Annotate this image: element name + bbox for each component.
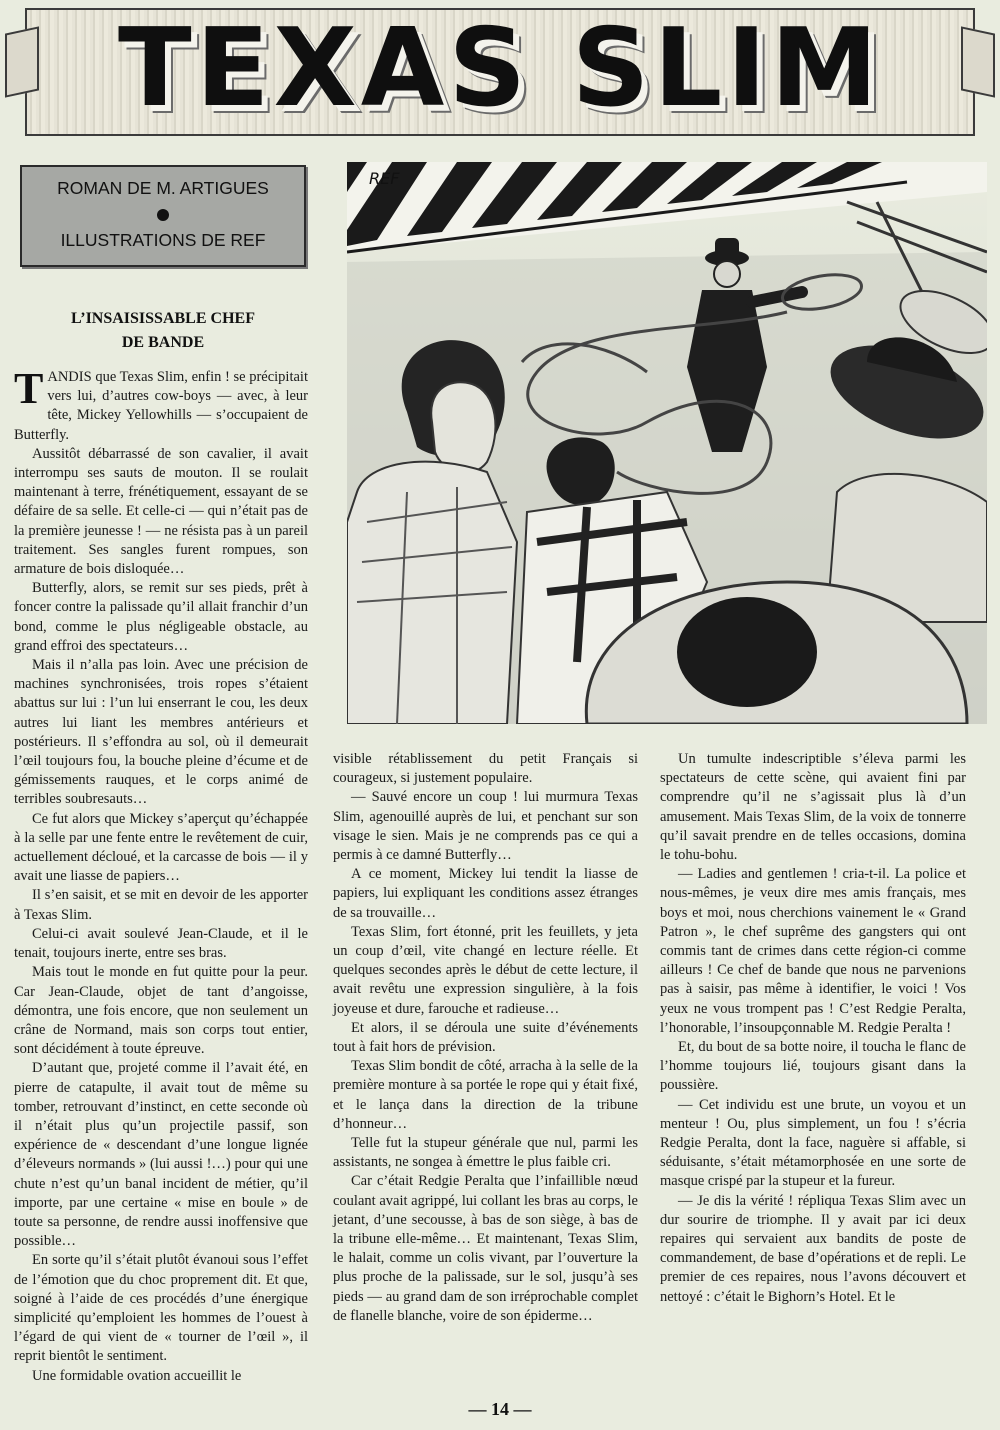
artist-signature: REF — [369, 169, 400, 188]
chapter-heading-line1: L’INSAISISSABLE CHEF — [71, 310, 255, 327]
article-column-3 — [660, 750, 966, 1307]
author-credit: ROMAN DE M. ARTIGUES — [57, 178, 269, 198]
chapter-heading — [20, 307, 306, 355]
paragraph: Butterfly, alors, se remit sur ses pieds, prêt à foncer contre la palissade qu’il allait franchir d’un bond, comme le plus négligeable obstacle, au grand effroi des spectateurs… — [14, 580, 308, 654]
title-banner — [25, 8, 975, 136]
paragraph: Telle fut la stupeur générale que nul, parmi les assistants, ne songea à émettre le plus faible cri. — [333, 1135, 638, 1171]
paragraph: Aussitôt débarrassé de son cavalier, il avait interrompu ses sauts de mouton. Il se roulait maintenant à terre, frénétiquement, essayant de se défaire de sa selle. Et celle-ci — qui n’était pas de la première jeunesse ! — ne résista pas à un pareil traitement. Ses sangles furent rompues, son armature de bois disloquée… — [14, 445, 308, 578]
paragraph: Texas Slim, fort étonné, prit les feuillets, y jeta un coup d’œil, vite changé en lecture réelle. Et quelques secondes après le début de cette lecture, il avait revêtu une expression singulière, à la fois joyeuse et dure, farouche et radieuse… — [333, 923, 638, 1017]
paragraph: Une formidable ovation accueillit le — [32, 1367, 242, 1384]
paragraph: Et, du bout de sa botte noire, il toucha le flanc de l’homme toujours lié, toujours gisant dans la poussière. — [660, 1039, 966, 1094]
paragraph: Texas Slim bondit de côté, arracha à la selle de la première monture à sa portée le rope qui y était fixé, et le lança dans la direction de la tribune d’honneur… — [333, 1058, 638, 1132]
paragraph: visible rétablissement du petit Français si courageux, si justement populaire. — [333, 751, 638, 787]
article-column-2 — [333, 750, 638, 1326]
paragraph: Ce fut alors que Mickey s’aperçut qu’échappée à la selle par une fente entre le revêtement de cuir, actuellement décloué, et la carcasse de bois — il y avait une liasse de papiers… — [14, 810, 308, 885]
bullet-separator — [157, 209, 169, 221]
paragraph: Mais il n’alla pas loin. Avec une précision de machines synchronisées, trois ropes s’étaient abattus sur lui : l’un lui enserrant le cou, les deux autres lui liant les membres antérieurs et postérieurs. Il s’effondra au sol, où il demeurait l’œil toujours fou, la bouche pleine d’écume et de gémissements rauques, et le corps animé de terribles soubresauts… — [14, 657, 308, 808]
paragraph: A ce moment, Mickey lui tendit la liasse de papiers, lui expliquant les conditions assez étranges de sa trouvaille… — [333, 866, 638, 921]
rodeo-illustration — [347, 162, 987, 724]
paragraph: Et alors, il se déroula une suite d’événements tout à fait hors de prévision. — [333, 1019, 638, 1056]
paragraph: Car c’était Redgie Peralta que l’infaillible nœud coulant avait agrippé, lui collant les bras au corps, le jetant, d’une secousse, à bas de son siège, à bas de la tribune elle-même… Et maintenant, Texas Slim, le halait, comme un colis vivant, par l’ouverture la plus proche de la palissade, sur le sol, jusqu’à ses pieds — au grand dam de son irréprochable complet de flanelle blanche, voire de son épiderme… — [333, 1173, 638, 1324]
paragraph: Mais tout le monde en fut quitte pour la peur. Car Jean-Claude, objet de tant d’angoisse, démontra, une fois encore, que non seulement un crâne de Normand, mais son corps tout entier, sont décidément à toute épreuve. — [14, 964, 308, 1058]
paragraph: — Ladies and gentlemen ! cria-t-il. La police et nous-mêmes, je veux dire mes amis français, mes boys et moi, nous cherchions vainement le « Grand Patron », le chef suprême des gangsters qui ont commis tant de crimes dans cette région-ci comme ailleurs ! Ce chef de bande que nous ne parvenions pas à saisir, pas même à identifier, le voici ! Vos yeux ne vous trompent pas ! C’est Redgie Peralta, l’honorable, l’insoupçonnable M. Redgie Peralta ! — [660, 866, 966, 1036]
chapter-heading-line2: DE BANDE — [121, 334, 205, 351]
paragraph: — Cet individu est une brute, un voyou et un menteur ! Ou, plus simplement, un fou ! s’écria Redgie Peralta, dont la face, naguère si affable, si séduisante, s’était métamorphosée en une sorte de masque crispé par la stupeur et la fureur. — [660, 1096, 966, 1190]
paragraph — [14, 364, 308, 445]
drop-cap: T — [14, 364, 44, 413]
paragraph: Un tumulte indescriptible s’éleva parmi les spectateurs de cette scène, qui avaient fini par comprendre qu’il ne s’agissait plus là d’un amusement. Mais Texas Slim, de la voix de tonnerre qu’il savait prendre en de telles occasions, domina le tohu-bohu. — [660, 751, 966, 864]
paragraph: En sorte qu’il s’était plutôt évanoui sous l’effet de l’émotion que du choc proprement dit. Et que, soigné à l’aide de ces procédés d’une énergique simplicité qu’emploient les hommes de l’ouest à l’égard de qui vient de « tourner de l’œil », il reprit bientôt le sentiment. — [14, 1252, 308, 1365]
credits-box — [20, 165, 306, 267]
paragraph: D’autant que, projeté comme il l’avait été, en pierre de catapulte, il avait tout de même su tomber, retrouvant d’instinct, en cette seconde où il n’était plus qu’un projectile passif, son expérience de « descendant d’une longue lignée d’éleveurs normands » (lui aussi !…) pour qui une chute n’est qu’un banal incident de métier, qu’il importe, par une certaine « mise en boule » de toute sa personne, de rendre aussi inoffensive que possible… — [14, 1060, 308, 1250]
page-title: TEXAS SLIM — [118, 6, 882, 131]
illustrator-credit: ILLUSTRATIONS DE REF — [60, 230, 266, 250]
paragraph: — Sauvé encore un coup ! lui murmura Texas Slim, agenouillé auprès de lui, et penchant sur son visage le sien. Mais je ne comprends pas ce qui a permis à ce damné Butterfly… — [333, 789, 638, 864]
paragraph: — Je dis la vérité ! répliqua Texas Slim avec un dur sourire de triomphe. Il y avait par ici deux repaires qui servaient aux bandits de poste de commandement, de base d’opérations et de repli. Le premier de ces repaires, nous l’avons découvert et nettoyé : c’était le Bighorn’s Hotel. Et le — [660, 1192, 966, 1305]
page-number: — 14 — — [468, 1399, 532, 1419]
paragraph-text: ANDIS que Texas Slim, enfin ! se précipitait vers lui, d’autres cow-boys — avec, à leur tête, Mickey Yellowhills — s’occupaient de Butterfly. — [14, 369, 308, 443]
illustration-drawing — [347, 162, 987, 724]
article-column-1 — [14, 364, 308, 1386]
paragraph: Celui-ci avait soulevé Jean-Claude, et il le tenait, toujours inerte, entre ses bras. — [14, 925, 308, 962]
paragraph: Il s’en saisit, et se mit en devoir de les apporter à Texas Slim. — [14, 887, 308, 923]
